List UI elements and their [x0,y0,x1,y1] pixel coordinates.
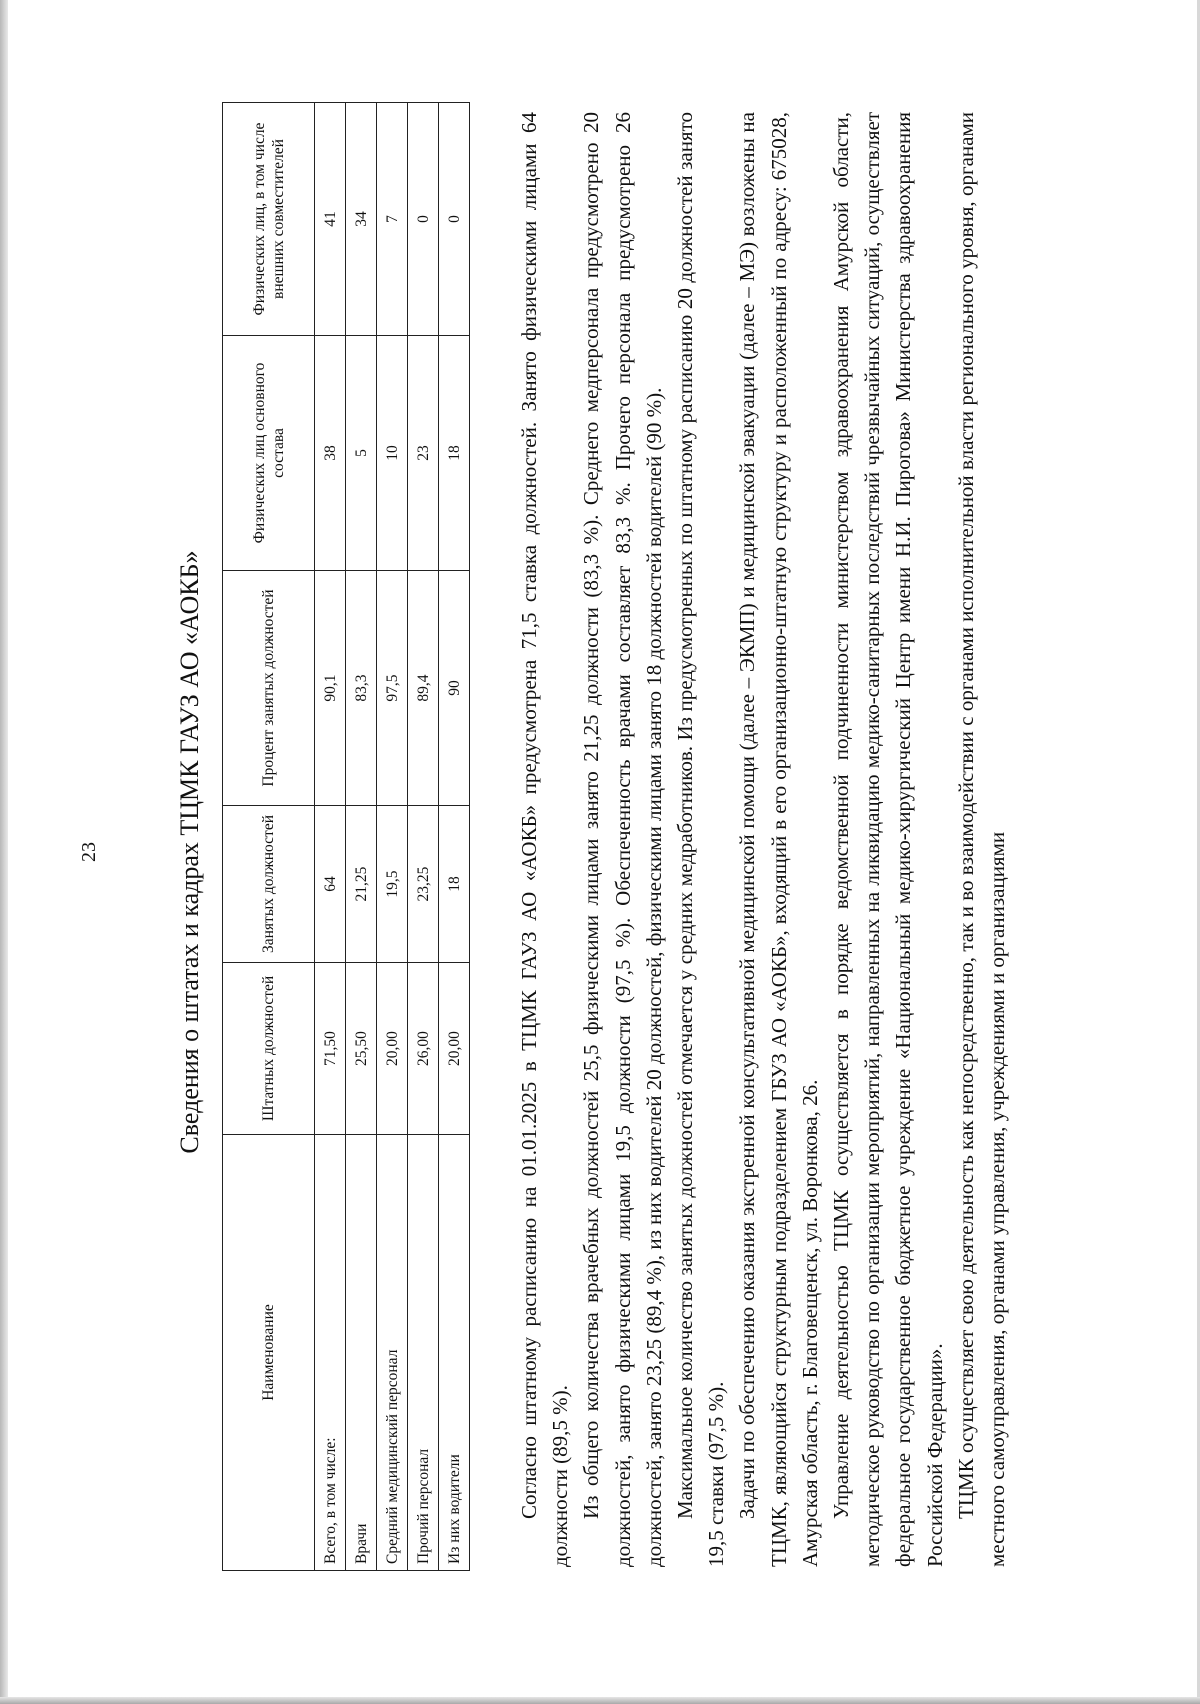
header-cell-name: Наименование [223,1135,315,1571]
table-row [346,103,377,1571]
paragraph-management: Управление деятельностью ТЦМК осуществляется в порядке ведомственной подчиненности министерством здравоохранения Амурской области, методическое руководство по организации мероприятий, направленных на ликвидацию медико-санитарных последствий чрезвычайных ситуаций, осуществляет федеральное государственное бюджетное учреждение «Национальный медико-хирургический Центр имени Н.И. Пирогова» Министерства здравоохранения Российской Федерации». [829,112,947,1567]
table-cell: Прочий персонал [408,1135,439,1571]
table-cell: 0 [408,103,439,336]
table-cell: 34 [346,103,377,336]
staff-table [222,102,470,1571]
table-cell: 23,25 [408,806,439,963]
table-cell: 20,00 [377,963,408,1135]
table-cell: 23 [408,336,439,571]
paragraph-nurses-staffing: Максимальное количество занятых должностей отмечается у средних медработников. Из предусмотренных по штатному расписанию 20 должностей занято 19,5 ставки (97,5 %). [673,112,729,1567]
header-cell-occupied-positions: Занятых должностей [223,806,315,963]
table-cell: 26,00 [408,963,439,1135]
table-title: Сведения о штатах и кадрах ТЦМК ГАУЗ АО «АОКБ» [175,550,204,1154]
table-cell: 64 [315,806,346,963]
table-cell: 18 [439,806,470,963]
table-cell: 7 [377,103,408,336]
paragraph-interaction: ТЦМК осуществляет свою деятельность как непосредственно, так и во взаимодействии с органами исполнительной власти регионального уровня, органами местного самоуправления, органами управления, учреждениями и организациями [953,112,1010,1567]
table-cell: 0 [439,103,470,336]
table-row [315,103,346,1571]
table-cell: Всего, в том числе: [315,1135,346,1571]
header-cell-staff-positions: Штатных должностей [223,963,315,1135]
table-cell: 71,50 [315,963,346,1135]
table-cell: Средний медицинский персонал [377,1135,408,1571]
table-cell: 21,25 [346,806,377,963]
table-cell: 90 [439,571,470,806]
header-cell-occupied-percent: Процент занятых должностей [223,571,315,806]
table-cell: 41 [315,103,346,336]
table-cell: 20,00 [439,963,470,1135]
paragraph-doctors-staffing: Из общего количества врачебных должностей 25,5 физическими лицами занято 21,25 должности (83,3 %). Среднего медперсонала предусмотрено 20 должностей, занято физическими лицами 19,5 должности (97,5 %). Обеспеченность врачами составляет 83,3 %. Прочего персонала предусмотрено 26 должностей, занято 23,25 (89,4 %), из них водителей 20 должностей, физическими лицами занято 18 должностей водителей (90 %). [579,112,666,1567]
header-cell-main-staff: Физических лиц основного состава [223,336,315,571]
page-number: 23 [78,842,100,862]
table-row [377,103,408,1571]
table-cell: Из них водители [439,1135,470,1571]
table-cell: 19,5 [377,806,408,963]
table-cell: 38 [315,336,346,571]
table-cell: 83,3 [346,571,377,806]
table-cell: 5 [346,336,377,571]
header-cell-external-part-timers: Физических лиц, в том числе внешних совместителей [223,103,315,336]
paragraph-staffing-summary: Согласно штатному расписанию на 01.01.2025 в ТЦМК ГАУЗ АО «АОКБ» предусмотрена 71,5 ставка должностей. Занято физическими лицами 64 должности (89,5 %). [517,112,573,1567]
table-cell: 10 [377,336,408,571]
table-cell: 97,5 [377,571,408,806]
table-cell: 90,1 [315,571,346,806]
table-cell: 89,4 [408,571,439,806]
table-row [408,103,439,1571]
table-header-row [223,103,315,1571]
table-cell: 18 [439,336,470,571]
paragraph-tasks: Задачи по обеспечению оказания экстренной консультативной медицинской помощи (далее – ЭКМП) и медицинской эвакуации (далее – МЭ) возложены на ТЦМК, являющийся структурным подразделением ГБУЗ АО «АОКБ», входящий в его организационно-штатную структуру и расположенный по адресу: 675028, Амурская область, г. Благовещенск, ул. Воронкова, 26. [735,112,822,1567]
body-text [514,112,1013,1567]
table-row [439,103,470,1571]
table-cell: 25,50 [346,963,377,1135]
table-cell: Врачи [346,1135,377,1571]
